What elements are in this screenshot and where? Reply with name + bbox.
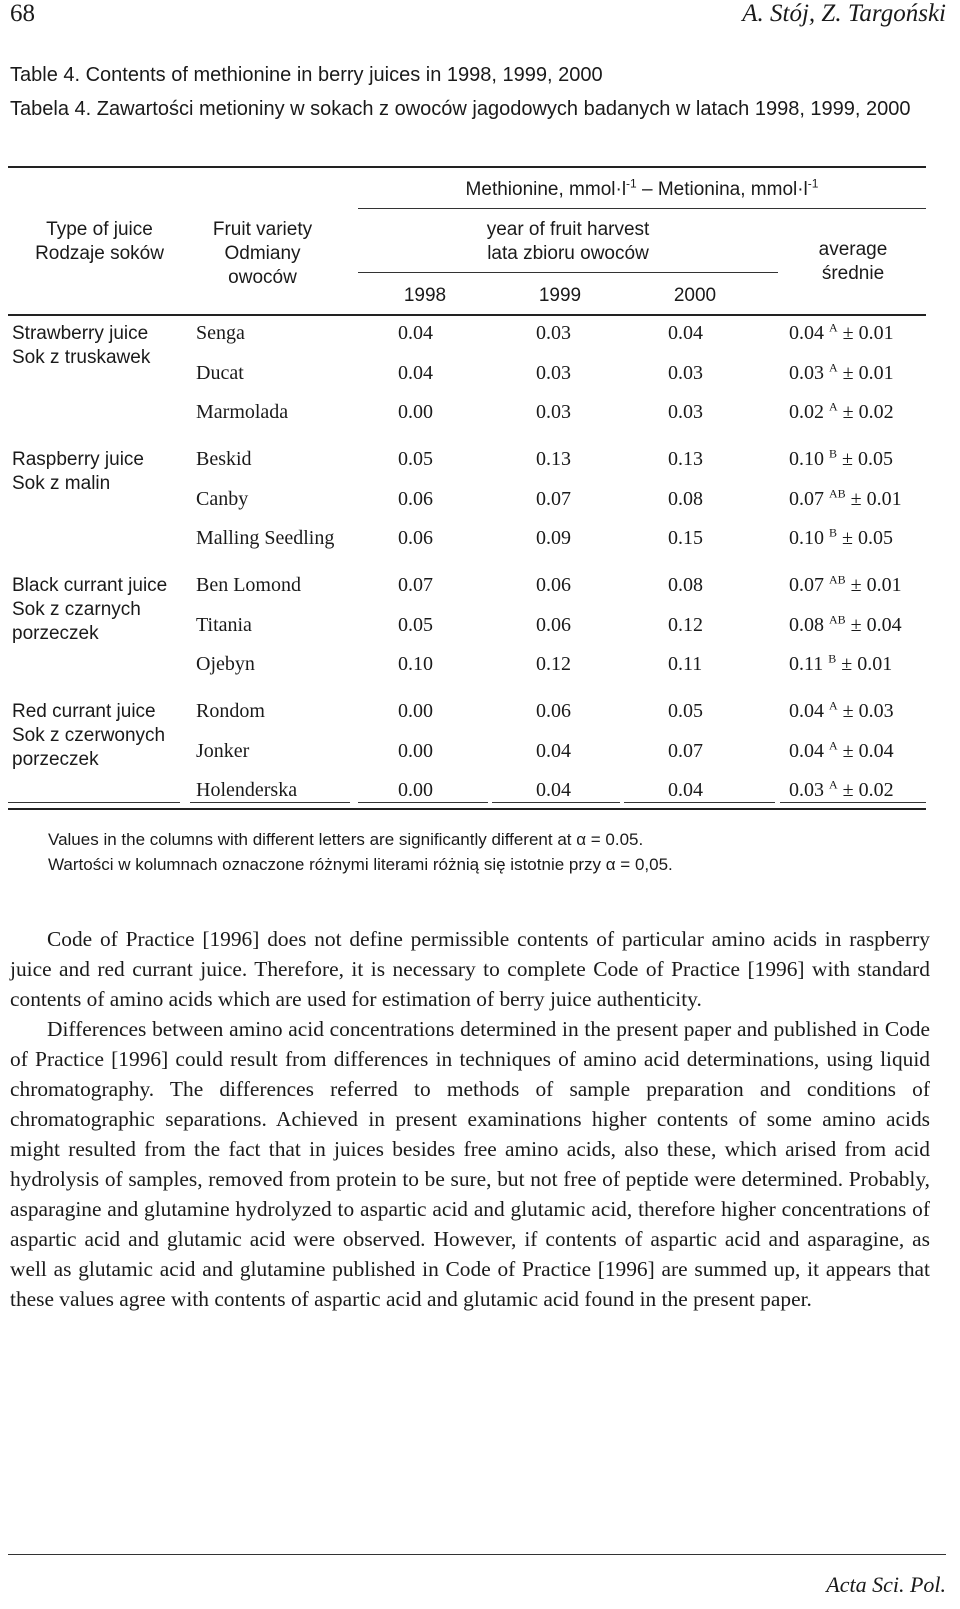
significance-letter: B xyxy=(829,525,838,540)
table-top-rule xyxy=(8,166,926,168)
std-deviation: ± 0.02 xyxy=(842,401,894,423)
value-cell-1999: 0.04 xyxy=(536,779,571,801)
value-cell-1998: 0.00 xyxy=(398,401,433,423)
table-bottom-rule xyxy=(8,808,926,810)
value-cell-1999: 0.13 xyxy=(536,448,571,470)
variety-cell: Titania xyxy=(196,613,252,636)
value-cell-1999: 0.12 xyxy=(536,653,571,675)
significance-letter: A xyxy=(829,698,838,713)
juice-type-label: Strawberry juice Sok z truskawek xyxy=(12,323,151,368)
average-value: 0.11 xyxy=(789,653,824,675)
value-cell-2000: 0.08 xyxy=(668,574,703,596)
std-deviation: ± 0.01 xyxy=(842,322,894,344)
average-cell xyxy=(789,737,894,763)
variety-cell: Ben Lomond xyxy=(196,574,301,596)
value-cell-2000: 0.07 xyxy=(668,739,703,762)
average-cell xyxy=(789,527,893,550)
value-cell-2000: 0.11 xyxy=(668,653,703,675)
table-caption-pl: Tabela 4. Zawartości metioniny w sokach z owoców jagodowych badanych w latach 1998, 1999, 2000 xyxy=(10,98,911,120)
std-deviation: ± 0.05 xyxy=(842,527,893,549)
col-header-1999: 1999 xyxy=(538,285,582,306)
value-cell-1998: 0.10 xyxy=(398,653,433,675)
column-bottom-segment xyxy=(8,802,180,803)
value-cell-1998: 0.07 xyxy=(398,574,433,596)
juice-type-label: Black currant juice Sok z czarnych porzeczek xyxy=(12,575,168,644)
value-cell-1999: 0.06 xyxy=(536,574,571,596)
average-value: 0.07 xyxy=(789,574,824,596)
variety-cell: Beskid xyxy=(196,448,252,470)
value-cell-1998: 0.04 xyxy=(398,322,433,344)
note-pl: Wartości w kolumnach oznaczone różnymi literami różnią się istotnie przy α = 0,05. xyxy=(48,855,673,874)
column-bottom-segment xyxy=(780,802,926,803)
significance-letter: AB xyxy=(829,611,846,626)
significance-letter: A xyxy=(829,359,838,374)
col-header-2000: 2000 xyxy=(673,285,717,306)
value-cell-1998: 0.00 xyxy=(398,700,433,722)
col-header-variety: Fruit variety Odmiany owoców xyxy=(212,219,313,288)
value-cell-1999: 0.04 xyxy=(536,739,571,762)
significance-letter: A xyxy=(829,399,838,414)
significance-letter: A xyxy=(829,320,838,335)
significance-letter: B xyxy=(828,651,837,666)
variety-cell: Senga xyxy=(196,322,245,344)
paragraph-1: Code of Practice [1996] does not define permissible contents of particular amino acids in raspberry juice and red currant juice. Therefore, it is necessary to complete Code of Practice [1996] with standard contents of amino acids which are used for estimation of berry juice authenticity. xyxy=(10,927,930,1011)
value-cell-2000: 0.04 xyxy=(668,322,703,344)
average-value: 0.10 xyxy=(789,448,824,470)
column-bottom-segment xyxy=(492,802,620,803)
value-cell-2000: 0.12 xyxy=(668,613,703,636)
column-bottom-segment xyxy=(358,802,488,803)
average-value: 0.10 xyxy=(789,527,824,549)
header-bottom-rule xyxy=(8,314,926,316)
value-cell-1998: 0.06 xyxy=(398,527,433,549)
value-cell-1999: 0.03 xyxy=(536,361,571,384)
std-deviation: ± 0.01 xyxy=(842,361,894,384)
juice-type-label: Red currant juice Sok z czerwonych porzeczek xyxy=(12,701,166,770)
value-cell-1999: 0.03 xyxy=(536,322,571,344)
value-cell-1998: 0.06 xyxy=(398,487,433,510)
juice-type-label: Raspberry juice Sok z malin xyxy=(12,449,144,494)
std-deviation: ± 0.01 xyxy=(850,574,902,596)
average-value: 0.04 xyxy=(789,322,824,344)
average-cell xyxy=(789,700,894,723)
variety-cell: Ducat xyxy=(196,361,244,384)
variety-cell: Marmolada xyxy=(196,401,289,423)
value-cell-1999: 0.06 xyxy=(536,700,571,722)
value-cell-1999: 0.07 xyxy=(536,487,571,510)
std-deviation: ± 0.01 xyxy=(841,653,893,675)
value-cell-2000: 0.05 xyxy=(668,700,703,722)
average-cell xyxy=(789,574,902,597)
variety-cell: Holenderska xyxy=(196,779,298,801)
value-cell-2000: 0.13 xyxy=(668,448,703,470)
significance-letter: A xyxy=(829,777,838,792)
running-header-authors: A. Stój, Z. Targoński xyxy=(742,0,946,27)
average-cell xyxy=(789,611,902,637)
average-cell xyxy=(789,653,892,676)
note-en: Values in the columns with different letters are significantly different at α = 0.05. xyxy=(48,830,644,849)
std-deviation: ± 0.04 xyxy=(842,739,894,762)
average-value: 0.07 xyxy=(789,487,824,510)
average-cell xyxy=(789,401,894,424)
std-deviation: ± 0.04 xyxy=(850,613,902,636)
col-header-average: average średnie xyxy=(818,239,888,284)
variety-cell: Canby xyxy=(196,487,249,510)
measure-rule xyxy=(358,208,926,209)
average-cell xyxy=(789,779,894,802)
significance-letter: AB xyxy=(829,485,846,500)
average-cell xyxy=(789,359,894,385)
average-value: 0.04 xyxy=(789,739,824,762)
variety-cell: Jonker xyxy=(196,739,250,762)
value-cell-1998: 0.00 xyxy=(398,779,433,801)
average-value: 0.02 xyxy=(789,401,824,423)
variety-cell: Malling Seedling xyxy=(196,527,335,549)
year-rule xyxy=(358,272,778,273)
value-cell-1998: 0.05 xyxy=(398,448,433,470)
average-cell xyxy=(789,322,894,345)
significance-letter: B xyxy=(829,446,838,461)
average-value: 0.03 xyxy=(789,361,824,384)
average-value: 0.08 xyxy=(789,613,824,636)
average-cell xyxy=(789,448,893,471)
value-cell-2000: 0.03 xyxy=(668,361,703,384)
col-header-measure: Methionine, $mmol\cdot l^{-1}$ – Metionina, $mmol\cdot l^{-1}$ xyxy=(465,176,819,200)
average-cell xyxy=(789,485,902,511)
body-text xyxy=(10,924,930,1314)
value-cell-1998: 0.00 xyxy=(398,739,433,762)
col-header-type: Type of juice Rodzaje soków xyxy=(35,219,164,264)
significance-letter: A xyxy=(829,737,838,752)
std-deviation: ± 0.03 xyxy=(842,700,894,722)
value-cell-1999: 0.06 xyxy=(536,613,571,636)
col-header-1998: 1998 xyxy=(403,285,447,306)
journal-footer: Acta Sci. Pol. xyxy=(826,1572,946,1597)
std-deviation: ± 0.02 xyxy=(842,779,894,801)
value-cell-2000: 0.15 xyxy=(668,527,703,549)
value-cell-2000: 0.04 xyxy=(668,779,703,801)
table-caption-en: Table 4. Contents of methionine in berry juices in 1998, 1999, 2000 xyxy=(10,64,603,86)
std-deviation: ± 0.01 xyxy=(850,487,902,510)
col-header-year-group: year of fruit harvest lata zbioru owoców xyxy=(486,219,650,264)
average-value: 0.04 xyxy=(789,700,824,722)
std-deviation: ± 0.05 xyxy=(842,448,893,470)
page-number: 68 xyxy=(10,0,35,27)
value-cell-1999: 0.03 xyxy=(536,401,571,423)
value-cell-1999: 0.09 xyxy=(536,527,571,549)
column-bottom-segment xyxy=(190,802,350,803)
value-cell-1998: 0.04 xyxy=(398,361,433,384)
paragraph-2: Differences between amino acid concentrations determined in the present paper and published in Code of Practice [1996] could result from differences in techniques of amino acid determinations, using liquid chromatography. The differences referred to methods of sample preparation and conditions of chromatographic separations. Achieved in present examinations higher contents of some amino acids might resulted from the fact that in juices besides free amino acids, also these, which arised from acid hydrolysis of samples, removed from protein to be sure, but not free of peptide were determined. Probably, asparagine and glutamine hydrolyzed to aspartic acid and glutamic acid, therefore higher concentrations of aspartic acid and glutamic acid were observed. However, if contents of aspartic acid and asparagine, as well as glutamic acid and glutamine published in Code of Practice [1996] are summed up, it appears that these values agree with contents of aspartic acid and glutamic acid found in the present paper. xyxy=(10,1017,930,1311)
value-cell-2000: 0.08 xyxy=(668,487,703,510)
average-value: 0.03 xyxy=(789,779,824,801)
value-cell-1998: 0.05 xyxy=(398,613,433,636)
variety-cell: Rondom xyxy=(196,700,265,722)
column-bottom-segment xyxy=(624,802,775,803)
value-cell-2000: 0.03 xyxy=(668,401,703,423)
footer-rule xyxy=(8,1554,946,1555)
significance-letter: AB xyxy=(829,572,846,587)
variety-cell: Ojebyn xyxy=(196,653,255,675)
